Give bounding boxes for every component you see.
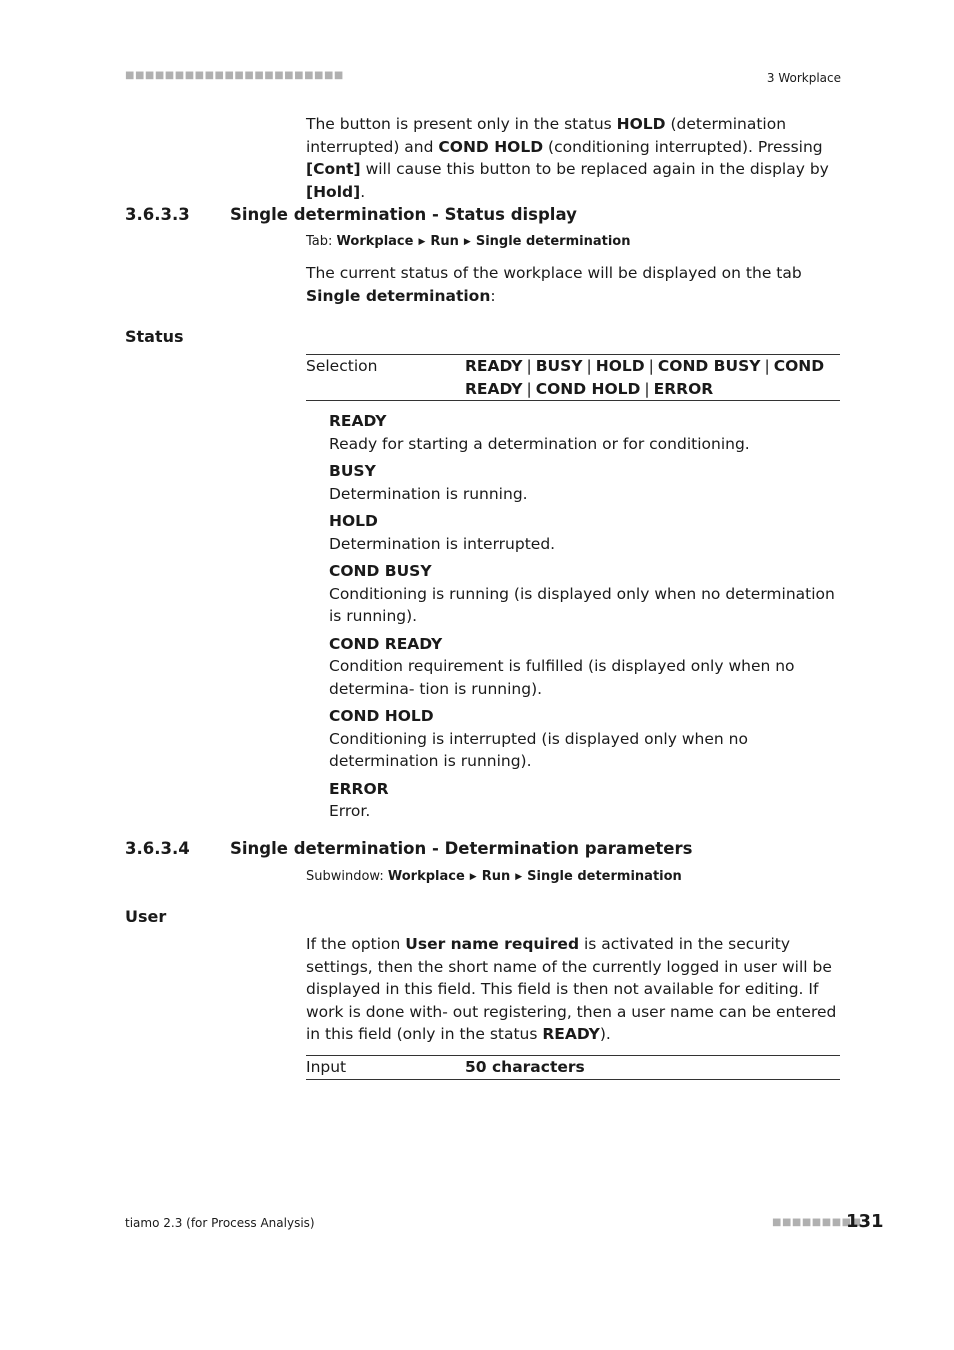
chapter-title: 3 Workplace [766,71,841,85]
section-number: 3.6.3.3 [125,205,190,224]
table-key: Input [306,1058,347,1076]
table-key: Selection [306,357,378,375]
arrow-right-icon: ▶ [515,872,523,882]
section-title: Single determination - Status display [230,205,577,224]
arrow-right-icon: ▶ [418,237,426,247]
header-decoration: ■■■■■■■■■■■■■■■■■■■■■■ [125,70,344,81]
section-title: Single determination - Determination parameters [230,839,693,858]
breadcrumb: Subwindow: Workplace ▶ Run ▶ Single determination [306,869,682,884]
status-list [329,410,841,828]
list-item: COND HOLD Conditioning is interrupted (is displayed only when no determination is running). [329,707,748,770]
section-description: The current status of the workplace will be displayed on the tab Single determination: [306,264,802,305]
list-item: BUSY Determination is running. [329,462,528,503]
user-heading: User [125,907,167,926]
intro-paragraph: The button is present only in the status HOLD (determination interrupted) and COND HOLD (conditioning interrupted). Pressing [Cont] will cause this button to be replaced again in the display by [Hold]. [306,115,829,201]
list-item: COND READY Condition requirement is fulfilled (is displayed only when no determina- tion is running). [329,634,795,698]
table-value: 50 characters [465,1058,585,1076]
user-description: If the option User name required is activated in the security settings, then the short name of the currently logged in user will be displayed in this field. This field is then not available for editing. If work is done with- out registering, then a user name can be entered in this field (only in the status READY). [306,935,837,1043]
status-heading: Status [125,327,184,346]
footer-decoration: ■■■■■■■■■ [772,1217,862,1228]
breadcrumb: Tab: Workplace ▶ Run ▶ Single determination [306,234,631,249]
list-item: READY Ready for starting a determination or for conditioning. [329,412,750,453]
section-number: 3.6.3.4 [125,839,190,858]
list-item: HOLD Determination is interrupted. [329,512,556,553]
table-row [306,355,840,400]
list-item: ERROR Error. [329,779,389,820]
arrow-right-icon: ▶ [469,872,477,882]
table-value: READY | BUSY | HOLD | COND BUSY | COND READY | COND HOLD | ERROR [465,357,825,398]
user-input-table [306,1055,840,1080]
footer-product: tiamo 2.3 (for Process Analysis) [125,1216,315,1230]
page-number: 131 [846,1211,884,1232]
list-item: COND BUSY Conditioning is running (is displayed only when no determination is running). [329,562,835,625]
arrow-right-icon: ▶ [463,237,471,247]
table-row [306,1056,840,1079]
status-selection-table [306,354,840,401]
